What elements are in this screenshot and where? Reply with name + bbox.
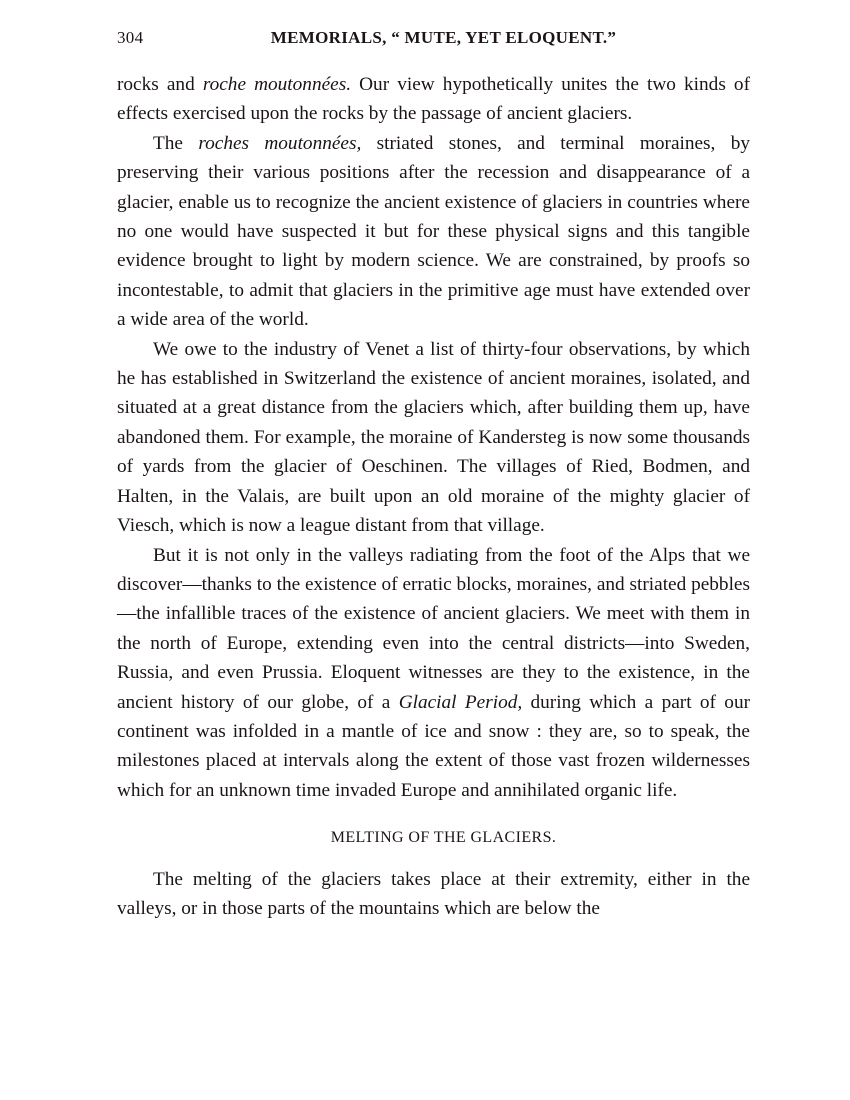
text-run: striated stones, and terminal moraines, by preserving their various positions after the recession and disappearance of a glacier, enable us to recognize the ancient existence of glaciers in countries where no one would have suspected it but for these physical signs and this tangible evidence brought to light by modern science. We are constrained, by proofs so incontestable, to admit that glaciers in the primitive age must have extended over a wide area of the world. [117, 132, 751, 331]
italic-text-run: roche moutonnées. [202, 74, 352, 95]
paragraph-4 [117, 541, 750, 806]
paragraph-2 [117, 129, 750, 335]
section-paragraph: The melting of the glaciers takes place at their extremity, either in the valleys, or in those parts of the mountains which are below the [117, 868, 750, 919]
body-text [117, 70, 750, 923]
running-title: MEMORIALS, “ MUTE, YET ELOQUENT.” [270, 28, 617, 47]
book-page [117, 26, 750, 923]
text-run: But it is not only in the valleys radiating from the foot of the Alps that we discover—thanks to the existence of erratic blocks, moraines, and striated pebbles—the infallible traces of the existence of ancient glaciers. We meet with them in the north of Europe, extending even into the central districts—into Sweden, Russia, and even Prussia. Eloquent witnesses are they to the existence, in the ancient history of our globe, of a [117, 544, 750, 713]
text-run: during which a part of our continent was infolded in a mantle of ice and snow : they are, so to speak, the milestones placed at intervals along the extent of those vast frozen wildernesses which for an unknown time invaded Europe and annihilated organic life. [117, 691, 750, 801]
italic-text-run: Glacial Period, [398, 691, 523, 713]
paragraph-3 [117, 335, 750, 541]
italic-text-run: roches moutonnées, [198, 132, 362, 154]
text-run: We owe to the industry of Venet a list of thirty-four observations, by which he has established in Switzerland the existence of ancient moraines, isolated, and situated at a great distance from the glaciers which, after building them up, have abandoned them. For example, the moraine of Kandersteg is now some thousands of yards from the glacier of Oeschinen. The villages of Ried, Bodmen, and Halten, in the Valais, are built upon an old moraine of the mighty glacier of Viesch, which is now a league distant from that village. [117, 338, 750, 537]
text-run: rocks and [117, 74, 203, 95]
running-header [117, 26, 750, 56]
page-number: 304 [117, 28, 144, 47]
paragraph-1 [117, 70, 750, 129]
text-run: The [153, 132, 199, 154]
section-heading: MELTING OF THE GLACIERS. [330, 829, 557, 847]
text-run: Our view hypothetically unites the two kinds of effects exercised upon the rocks by the passage of ancient glaciers. [117, 74, 750, 125]
